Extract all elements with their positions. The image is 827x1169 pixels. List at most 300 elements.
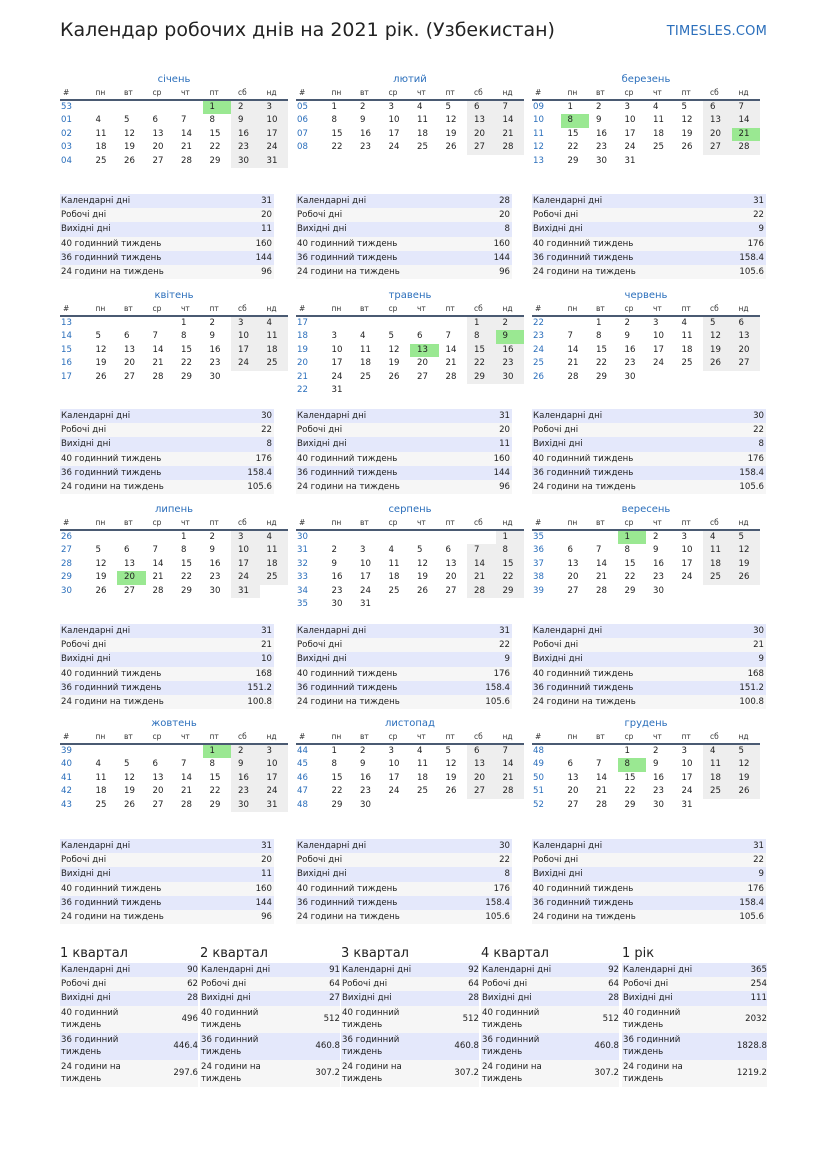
day-cell: 6 (567, 545, 573, 556)
day-cell: 22 (624, 572, 636, 583)
week-row (60, 530, 288, 544)
summary-value: 30 (753, 411, 764, 421)
summary-row (532, 265, 766, 279)
day-cell: 14 (732, 114, 761, 127)
day-cell: 6 (703, 100, 732, 114)
day-cell: 5 (681, 102, 687, 112)
day-cell (732, 155, 761, 168)
day-cell: 30 (231, 155, 260, 168)
day-cell: 4 (95, 115, 101, 126)
summary-row (296, 652, 512, 666)
summary-row (60, 423, 274, 437)
day-cell: 30 (496, 371, 525, 384)
quarter-value: 28 (608, 993, 619, 1004)
day-cell: 15 (567, 128, 579, 139)
weekday-header-row (296, 731, 524, 744)
summary-row (296, 882, 512, 896)
day-cell: 2 (596, 102, 602, 112)
quarter-row (341, 1033, 479, 1060)
quarter-label: 40 годинний тиждень (61, 1008, 119, 1031)
day-cell: 28 (181, 799, 192, 810)
week-row (532, 571, 760, 584)
quarter-value: 460.8 (594, 1041, 619, 1052)
summary-row (60, 839, 274, 853)
day-cell: 11 (388, 558, 400, 569)
day-cell: 10 (260, 114, 289, 127)
summary-label: Робочі дні (533, 640, 579, 651)
day-cell (646, 155, 675, 168)
summary-label: 40 годинний тиждень (533, 883, 634, 894)
summary-label: Робочі дні (61, 425, 107, 436)
summary-label: 24 години на тиждень (297, 481, 400, 492)
weekday-header: чт (646, 303, 675, 316)
summary-row (296, 423, 512, 437)
summary-value: 9 (758, 869, 764, 880)
month-calendar (296, 72, 524, 155)
summary-row (296, 237, 512, 251)
day-cell: 10 (331, 344, 343, 355)
weekday-header: чт (410, 87, 439, 100)
summary-row (532, 466, 766, 480)
day-cell: 4 (703, 744, 732, 758)
day-cell (410, 384, 439, 397)
weekday-header: сб (467, 87, 496, 100)
week-row (532, 141, 760, 154)
day-cell: 17 (260, 772, 289, 785)
day-cell: 19 (95, 358, 107, 369)
day-cell: 4 (95, 759, 101, 770)
week-row (296, 758, 524, 771)
summary-label: 40 годинний тиждень (297, 883, 398, 894)
day-cell: 20 (732, 344, 761, 357)
day-cell (439, 598, 468, 611)
month-grid (296, 303, 524, 397)
summary-label: Вихідні дні (533, 224, 583, 235)
summary-label: 40 годинний тиждень (61, 883, 162, 894)
quarter-value: 460.8 (454, 1041, 479, 1052)
week-number-header: # (296, 731, 325, 744)
day-cell: 6 (124, 545, 130, 556)
day-cell (410, 799, 439, 812)
day-cell: 30 (653, 585, 664, 596)
quarter-row (60, 1033, 198, 1060)
day-cell: 15 (596, 344, 607, 355)
day-cell: 12 (732, 544, 761, 557)
day-cell (467, 530, 496, 544)
day-cell: 26 (445, 786, 457, 797)
week-number: 30 (297, 532, 308, 542)
day-cell: 6 (445, 545, 451, 556)
week-number: 45 (297, 759, 308, 770)
weekday-header: чт (410, 303, 439, 316)
weekday-header: вт (589, 87, 618, 100)
summary-value: 96 (499, 481, 510, 492)
day-cell: 23 (496, 357, 525, 370)
quarter-row (60, 977, 198, 991)
week-number: 46 (297, 772, 308, 783)
day-cell: 9 (653, 545, 659, 556)
quarter-value: 512 (462, 1014, 479, 1025)
month-summary (60, 409, 274, 494)
weekday-header-row (296, 517, 524, 530)
weekday-header: ср (146, 731, 175, 744)
day-cell: 20 (567, 786, 579, 797)
day-cell: 31 (260, 799, 289, 812)
summary-row (60, 867, 274, 881)
quarter-value: 92 (608, 965, 619, 976)
summary-row (296, 222, 512, 236)
day-cell: 17 (231, 344, 260, 357)
day-cell: 20 (467, 772, 496, 785)
week-number: 06 (297, 115, 308, 126)
day-cell: 7 (732, 100, 761, 114)
day-cell: 10 (231, 330, 260, 343)
day-cell: 1 (624, 746, 630, 756)
quarter-row (200, 1006, 340, 1033)
day-cell: 21 (596, 786, 607, 797)
week-number: 35 (533, 532, 544, 542)
day-cell: 1 (331, 102, 337, 112)
day-cell: 16 (624, 344, 636, 355)
day-cell: 21 (467, 571, 496, 584)
summary-label: 36 годинний тиждень (297, 252, 398, 263)
week-number: 23 (533, 331, 544, 342)
day-cell: 2 (231, 100, 260, 114)
day-cell (89, 316, 118, 330)
weekday-header: чт (646, 87, 675, 100)
day-cell: 19 (445, 772, 457, 783)
day-cell: 11 (417, 759, 428, 770)
month-calendar (296, 502, 524, 611)
quarter-row (481, 1006, 619, 1033)
summary-value: 100.8 (739, 696, 764, 707)
summary-label: Вихідні дні (533, 439, 583, 450)
quarter-row (200, 977, 340, 991)
quarter-title: 3 квартал (341, 946, 409, 961)
day-cell: 17 (331, 358, 343, 369)
summary-value: 30 (499, 841, 510, 851)
day-cell: 27 (467, 785, 496, 798)
month-grid (532, 731, 760, 812)
day-cell: 16 (331, 572, 343, 583)
quarter-row (622, 1033, 767, 1060)
summary-value: 8 (758, 439, 764, 450)
summary-label: 40 годинний тиждень (297, 238, 398, 249)
day-cell: 22 (209, 786, 221, 797)
month-title: травень (388, 290, 432, 301)
week-number: 49 (533, 759, 544, 770)
week-row (60, 344, 288, 357)
day-cell: 20 (703, 128, 732, 141)
day-cell (89, 744, 118, 758)
weekday-header: ср (382, 87, 411, 100)
day-cell: 9 (231, 114, 260, 127)
week-number: 31 (297, 545, 308, 556)
month-summary (532, 624, 766, 709)
summary-label: 24 години на тиждень (533, 911, 636, 922)
week-row (296, 530, 524, 544)
weekday-header: пт (203, 303, 232, 316)
summary-value: 31 (499, 626, 510, 636)
quarter-value: 1828.8 (736, 1041, 767, 1052)
summary-value: 158.4 (485, 897, 510, 908)
quarter-value: 64 (608, 979, 619, 990)
summary-value: 30 (261, 411, 272, 421)
day-cell: 15 (331, 772, 343, 783)
day-cell: 24 (388, 786, 400, 797)
quarter-value: 92 (468, 965, 479, 976)
day-cell: 12 (124, 128, 135, 139)
day-cell: 13 (703, 114, 732, 127)
week-number: 39 (533, 585, 544, 596)
holiday-day: 9 (496, 330, 525, 343)
weekday-header: нд (732, 303, 761, 316)
summary-label: Робочі дні (297, 640, 343, 651)
day-cell: 15 (181, 558, 192, 569)
week-number: 53 (61, 102, 72, 112)
week-row (532, 758, 760, 771)
day-cell (325, 530, 354, 544)
weekday-header: сб (703, 87, 732, 100)
day-cell (467, 799, 496, 812)
day-cell: 21 (496, 772, 525, 785)
weekday-header: ср (618, 87, 647, 100)
day-cell: 24 (331, 371, 343, 382)
holiday-day: 1 (203, 100, 232, 114)
weekday-header: ср (618, 303, 647, 316)
day-cell (410, 530, 439, 544)
day-cell: 2 (653, 746, 659, 756)
weekday-header: чт (174, 731, 203, 744)
day-cell: 29 (496, 585, 525, 598)
summary-label: Календарні дні (61, 196, 131, 206)
day-cell: 2 (360, 102, 366, 112)
week-row (60, 571, 288, 584)
day-cell: 22 (596, 358, 607, 369)
day-cell: 14 (181, 772, 192, 783)
quarter-label: 40 годинний тиждень (482, 1008, 540, 1031)
summary-label: 36 годинний тиждень (61, 897, 162, 908)
quarter-value: 90 (187, 965, 198, 976)
summary-label: 24 години на тиждень (297, 911, 400, 922)
month-summary (60, 839, 274, 924)
day-cell (410, 316, 439, 330)
month-grid (60, 517, 288, 598)
week-number: 12 (533, 142, 544, 153)
week-number: 04 (61, 155, 72, 166)
summary-value: 9 (504, 654, 510, 665)
day-cell: 7 (596, 759, 602, 770)
quarter-value: 365 (750, 965, 767, 976)
quarter-value: 307.2 (454, 1068, 479, 1079)
day-cell: 14 (152, 344, 164, 355)
day-cell: 24 (653, 358, 664, 369)
quarter-row (622, 963, 767, 977)
day-cell (353, 316, 382, 330)
weekday-header-row (532, 303, 760, 316)
day-cell: 17 (388, 128, 400, 139)
day-cell: 17 (360, 572, 371, 583)
day-cell: 4 (703, 530, 732, 544)
day-cell: 21 (181, 786, 192, 797)
day-cell: 30 (209, 371, 221, 382)
summary-value: 31 (261, 196, 272, 206)
summary-row (532, 695, 766, 709)
day-cell: 10 (681, 545, 693, 556)
quarter-value: 307.2 (315, 1068, 340, 1079)
day-cell: 10 (260, 758, 289, 771)
summary-label: 36 годинний тиждень (533, 897, 634, 908)
day-cell: 21 (152, 358, 164, 369)
summary-value: 8 (504, 869, 510, 880)
week-row (296, 558, 524, 571)
day-cell: 16 (653, 772, 664, 783)
weekday-header: сб (231, 731, 260, 744)
day-cell: 17 (624, 128, 636, 139)
day-cell (561, 744, 590, 758)
day-cell: 18 (417, 772, 428, 783)
quarter-summary (481, 945, 619, 1087)
day-cell: 17 (388, 772, 400, 783)
day-cell: 26 (388, 371, 400, 382)
day-cell: 5 (388, 331, 394, 342)
quarter-summary (622, 945, 767, 1087)
week-number: 02 (61, 128, 72, 139)
month-summary (296, 624, 512, 709)
quarter-label: Календарні дні (201, 965, 271, 976)
day-cell: 27 (703, 141, 732, 154)
summary-value: 22 (499, 855, 510, 866)
day-cell: 18 (360, 358, 371, 369)
month-title: вересень (621, 504, 671, 515)
summary-row (532, 681, 766, 695)
summary-row (296, 437, 512, 451)
day-cell (174, 744, 203, 758)
day-cell: 28 (496, 141, 525, 154)
week-number: 01 (61, 115, 72, 126)
quarter-title: 2 квартал (200, 946, 268, 961)
summary-label: Вихідні дні (61, 654, 111, 665)
month-summary (532, 839, 766, 924)
day-cell: 15 (624, 772, 636, 783)
day-cell: 6 (567, 759, 573, 770)
summary-value: 151.2 (739, 682, 764, 693)
day-cell: 26 (681, 142, 693, 153)
quarter-value: 64 (329, 979, 340, 990)
day-cell (382, 530, 411, 544)
quarter-value: 496 (181, 1014, 198, 1025)
summary-label: 40 годинний тиждень (533, 453, 634, 464)
day-cell: 20 (567, 572, 579, 583)
summary-label: Робочі дні (533, 210, 579, 221)
quarter-value: 111 (750, 993, 767, 1004)
summary-value: 105.6 (485, 696, 510, 707)
day-cell: 28 (496, 785, 525, 798)
week-number: 26 (533, 371, 544, 382)
day-cell: 24 (260, 141, 289, 154)
day-cell: 5 (124, 115, 130, 126)
summary-row (60, 652, 274, 666)
day-cell: 3 (331, 331, 337, 342)
weekday-header: чт (174, 87, 203, 100)
day-cell: 16 (231, 772, 260, 785)
day-cell: 23 (360, 786, 371, 797)
day-cell: 21 (567, 358, 579, 369)
quarter-label: 36 годинний тиждень (201, 1035, 259, 1058)
week-number: 41 (61, 772, 72, 783)
week-number: 17 (297, 318, 308, 328)
week-number: 22 (297, 385, 308, 396)
day-cell: 28 (596, 585, 607, 596)
month-calendar (60, 502, 288, 598)
summary-value: 176 (747, 883, 764, 894)
summary-row (60, 409, 274, 423)
week-row (60, 141, 288, 154)
day-cell (467, 384, 496, 397)
day-cell: 19 (732, 772, 761, 785)
day-cell: 28 (152, 585, 164, 596)
weekday-header: вт (353, 517, 382, 530)
summary-label: 36 годинний тиждень (61, 467, 162, 478)
day-cell: 21 (181, 142, 192, 153)
summary-row (60, 853, 274, 867)
day-cell: 27 (417, 371, 428, 382)
day-cell: 4 (260, 316, 289, 330)
day-cell: 9 (360, 115, 366, 126)
day-cell: 27 (732, 357, 761, 370)
quarter-label: Календарні дні (482, 965, 552, 976)
day-cell: 28 (567, 371, 579, 382)
weekday-header: нд (496, 517, 525, 530)
summary-label: Вихідні дні (533, 654, 583, 665)
day-cell: 22 (467, 357, 496, 370)
day-cell (174, 100, 203, 114)
week-row (60, 544, 288, 557)
day-cell: 29 (624, 585, 636, 596)
quarter-label: 24 години на тиждень (623, 1062, 683, 1085)
day-cell: 18 (260, 344, 289, 357)
weekday-header-row (532, 731, 760, 744)
month-grid (296, 87, 524, 155)
day-cell (703, 585, 732, 598)
day-cell: 9 (360, 759, 366, 770)
day-cell (589, 744, 618, 758)
day-cell: 8 (181, 545, 187, 556)
month-calendar (532, 288, 760, 384)
weekday-header: пн (561, 303, 590, 316)
site-link[interactable]: TIMESLES.COM (666, 24, 767, 39)
summary-row (296, 452, 512, 466)
day-cell: 22 (331, 142, 343, 153)
month-grid (60, 731, 288, 812)
quarter-label: Робочі дні (201, 979, 247, 990)
day-cell: 22 (209, 142, 221, 153)
day-cell: 26 (124, 799, 135, 810)
week-row (60, 744, 288, 758)
day-cell: 29 (567, 155, 579, 166)
day-cell (325, 316, 354, 330)
day-cell: 2 (331, 545, 337, 556)
day-cell: 11 (95, 128, 107, 139)
summary-value: 20 (499, 210, 510, 221)
summary-value: 105.6 (739, 481, 764, 492)
day-cell: 30 (360, 799, 371, 810)
day-cell: 1 (331, 746, 337, 756)
summary-value: 105.6 (739, 266, 764, 277)
weekday-header-row (60, 303, 288, 316)
day-cell (467, 598, 496, 611)
quarter-row (622, 991, 767, 1005)
